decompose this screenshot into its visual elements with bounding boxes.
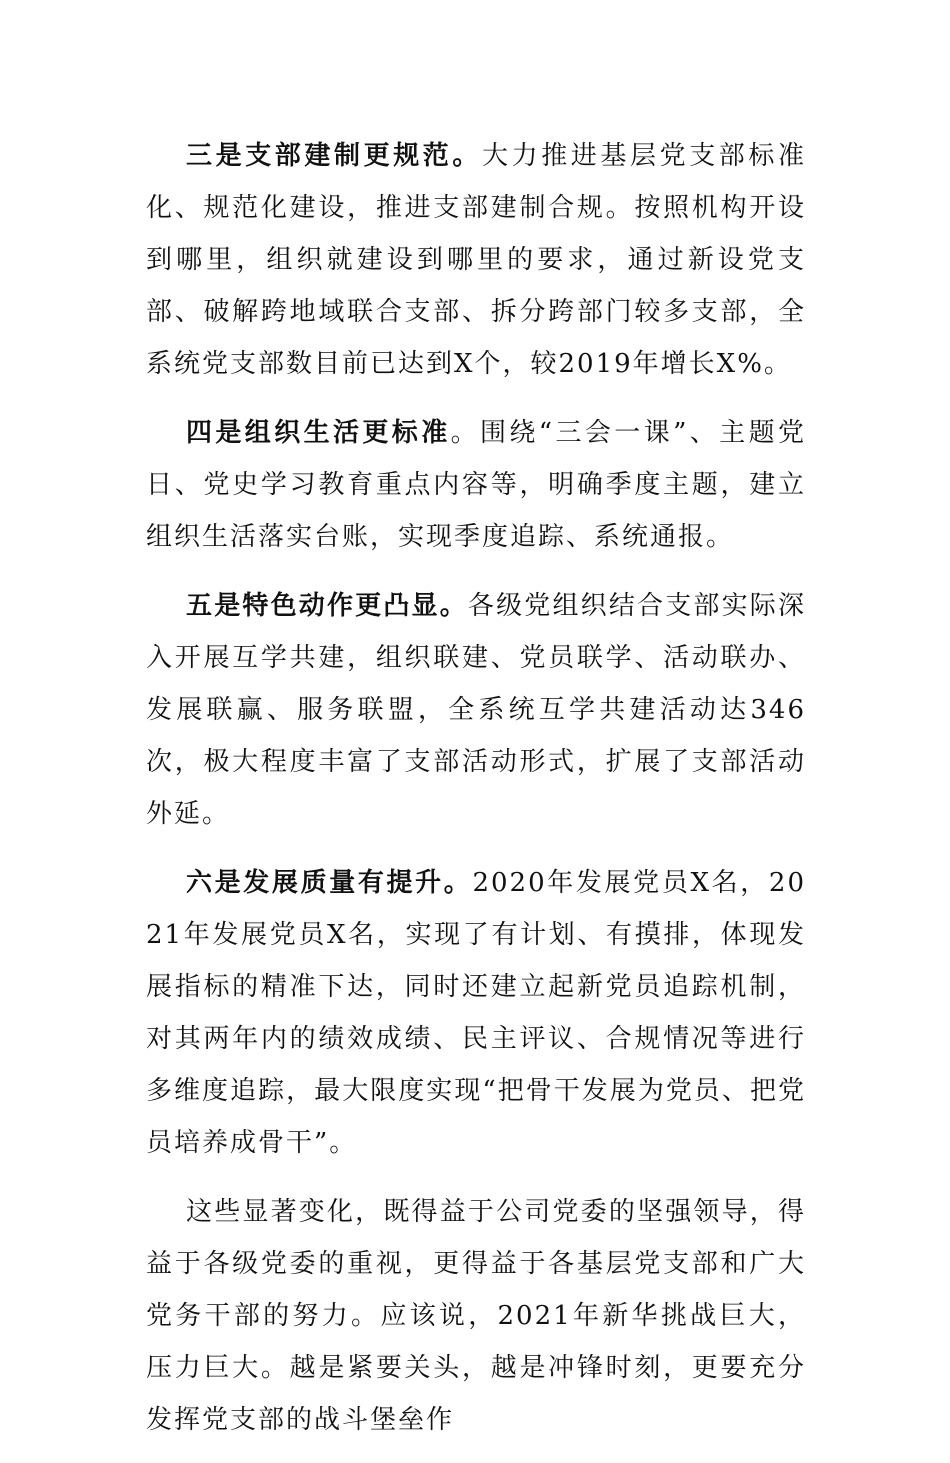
paragraph-lead: 三是支部建制更规范。 — [186, 141, 482, 171]
paragraph-lead: 四是组织生活更标准 — [186, 418, 451, 448]
paragraph-body: 各级党组织结合支部实际深入开展互学共建，组织联建、党员联学、活动联办、发展联赢、服务联盟，全系统互学共建活动达346次，极大程度丰富了支部活动形式，扩展了支部活动外延。 — [146, 591, 806, 829]
document-body — [146, 130, 806, 1463]
paragraph-branch-structure — [146, 130, 806, 390]
paragraph-body: 2020年发展党员X名，2021年发展党员X名，实现了有计划、有摸排，体现发展指标的精准下达，同时还建立起新党员追踪机制，对其两年内的绩效成绩、民主评议、合规情况等进行多维度追踪，最大限度实现“把骨干发展为党员、把党员培养成骨干”。 — [146, 868, 806, 1158]
paragraph-body: 大力推进基层党支部标准化、规范化建设，推进支部建制合规。按照机构开设到哪里，组织就建设到哪里的要求，通过新设党支部、破解跨地域联合支部、拆分跨部门较多支部，全系统党支部数目前已达到X个，较2019年增长X%。 — [146, 141, 806, 379]
paragraph-body: 这些显著变化，既得益于公司党委的坚强领导，得益于各级党委的重视，更得益于各基层党支部和广大党务干部的努力。应该说，2021年新华挑战巨大，压力巨大。越是紧要关头，越是冲锋时刻，更要充分发挥党支部的战斗堡垒作 — [146, 1197, 806, 1435]
paragraph-body: 。围绕“三会一课”、主题党日、党史学习教育重点内容等，明确季度主题，建立组织生活落实台账，实现季度追踪、系统通报。 — [146, 418, 806, 552]
paragraph-organizational-life — [146, 407, 806, 563]
paragraph-lead: 六是发展质量有提升。 — [186, 868, 473, 898]
paragraph-summary — [146, 1186, 806, 1446]
paragraph-featured-actions — [146, 580, 806, 840]
paragraph-development-quality — [146, 857, 806, 1169]
paragraph-lead: 五是特色动作更凸显。 — [186, 591, 468, 621]
